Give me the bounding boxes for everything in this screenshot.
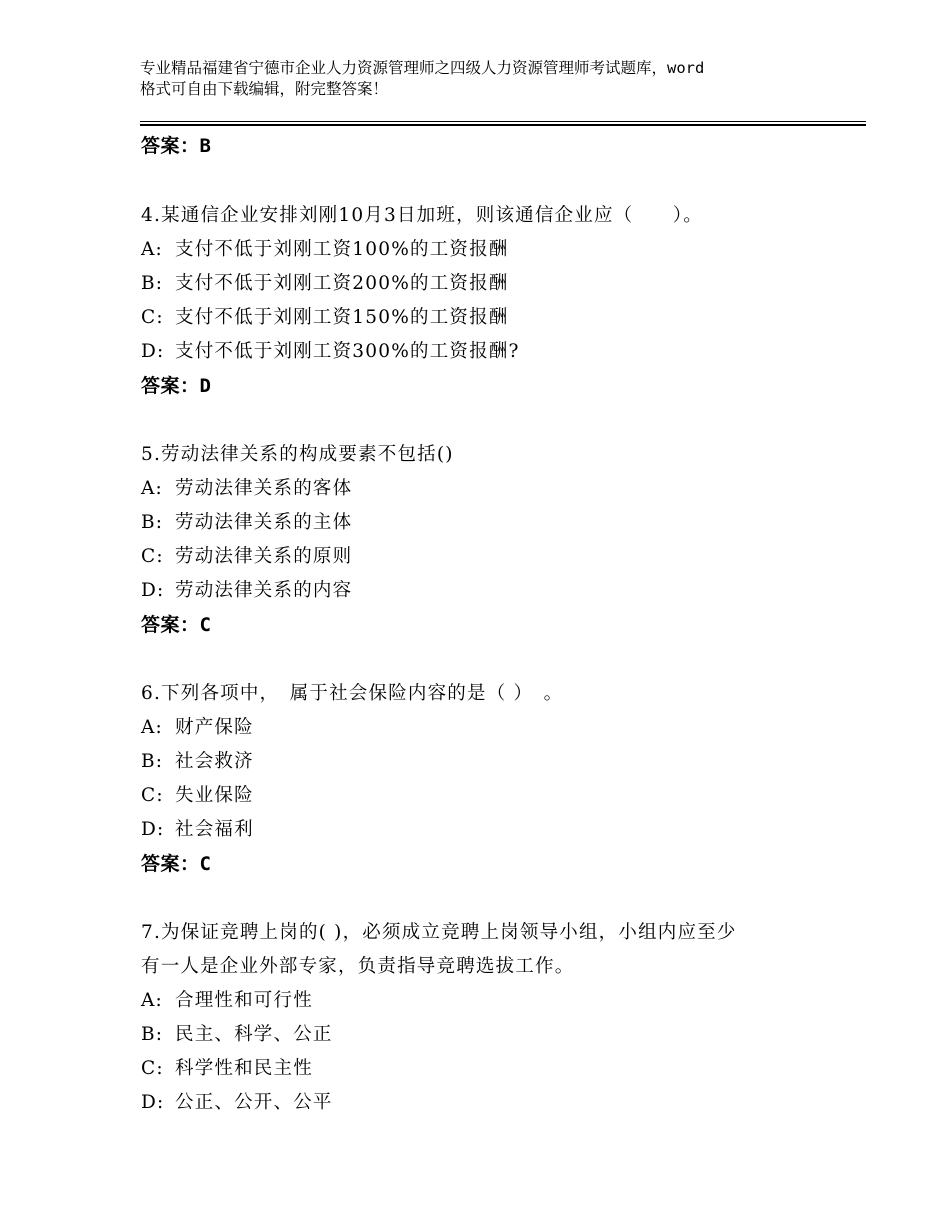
question-5-option-c: C: 劳动法律关系的原则 — [141, 546, 353, 567]
question-4-option-b: B: 支付不低于刘刚工资200%的工资报酬 — [141, 273, 509, 294]
question-7-stem-line-2: 有一人是企业外部专家，负责指导竞聘选拔工作。 — [141, 956, 575, 977]
question-6-option-c: C: 失业保险 — [141, 785, 254, 806]
question-6-option-b: B: 社会救济 — [141, 751, 254, 772]
question-4-stem: 4.某通信企业安排刘刚10月3日加班，则该通信企业应（ ）。 — [141, 205, 703, 226]
question-4-option-a: A: 支付不低于刘刚工资100%的工资报酬 — [141, 239, 509, 260]
answer-4: 答案：D — [141, 375, 212, 397]
question-5-option-d: D: 劳动法律关系的内容 — [141, 580, 353, 601]
question-7-option-b: B: 民主、科学、公正 — [141, 1024, 333, 1045]
question-4-option-d: D: 支付不低于刘刚工资300%的工资报酬? — [141, 341, 520, 362]
question-7-option-c: C: 科学性和民主性 — [141, 1058, 313, 1079]
question-6-option-d: D: 社会福利 — [141, 819, 254, 840]
question-5-option-a: A: 劳动法律关系的客体 — [141, 478, 353, 499]
question-5-stem: 5.劳动法律关系的构成要素不包括() — [141, 444, 454, 465]
question-7-option-a: A: 合理性和可行性 — [141, 990, 313, 1011]
question-4-option-c: C: 支付不低于刘刚工资150%的工资报酬 — [141, 307, 509, 328]
answer-6: 答案：C — [141, 853, 212, 875]
answer-5: 答案：C — [141, 614, 212, 636]
answer-3: 答案：B — [141, 135, 212, 157]
header-divider-thin — [140, 121, 866, 122]
header-line-2: 格式可自由下载编辑，附完整答案！ — [140, 80, 389, 98]
question-5-option-b: B: 劳动法律关系的主体 — [141, 512, 353, 533]
question-7-stem-line-1: 7.为保证竞聘上岗的( )，必须成立竞聘上岗领导小组，小组内应至少 — [141, 922, 737, 943]
question-6-option-a: A: 财产保险 — [141, 717, 254, 738]
header-divider-thick — [140, 124, 866, 126]
header-line-1: 专业精品福建省宁德市企业人力资源管理师之四级人力资源管理师考试题库，word — [140, 59, 705, 77]
question-7-option-d: D: 公正、公开、公平 — [141, 1092, 333, 1113]
question-6-stem: 6.下列各项中， 属于社会保险内容的是（ ） 。 — [141, 683, 564, 704]
document-header — [140, 58, 840, 100]
